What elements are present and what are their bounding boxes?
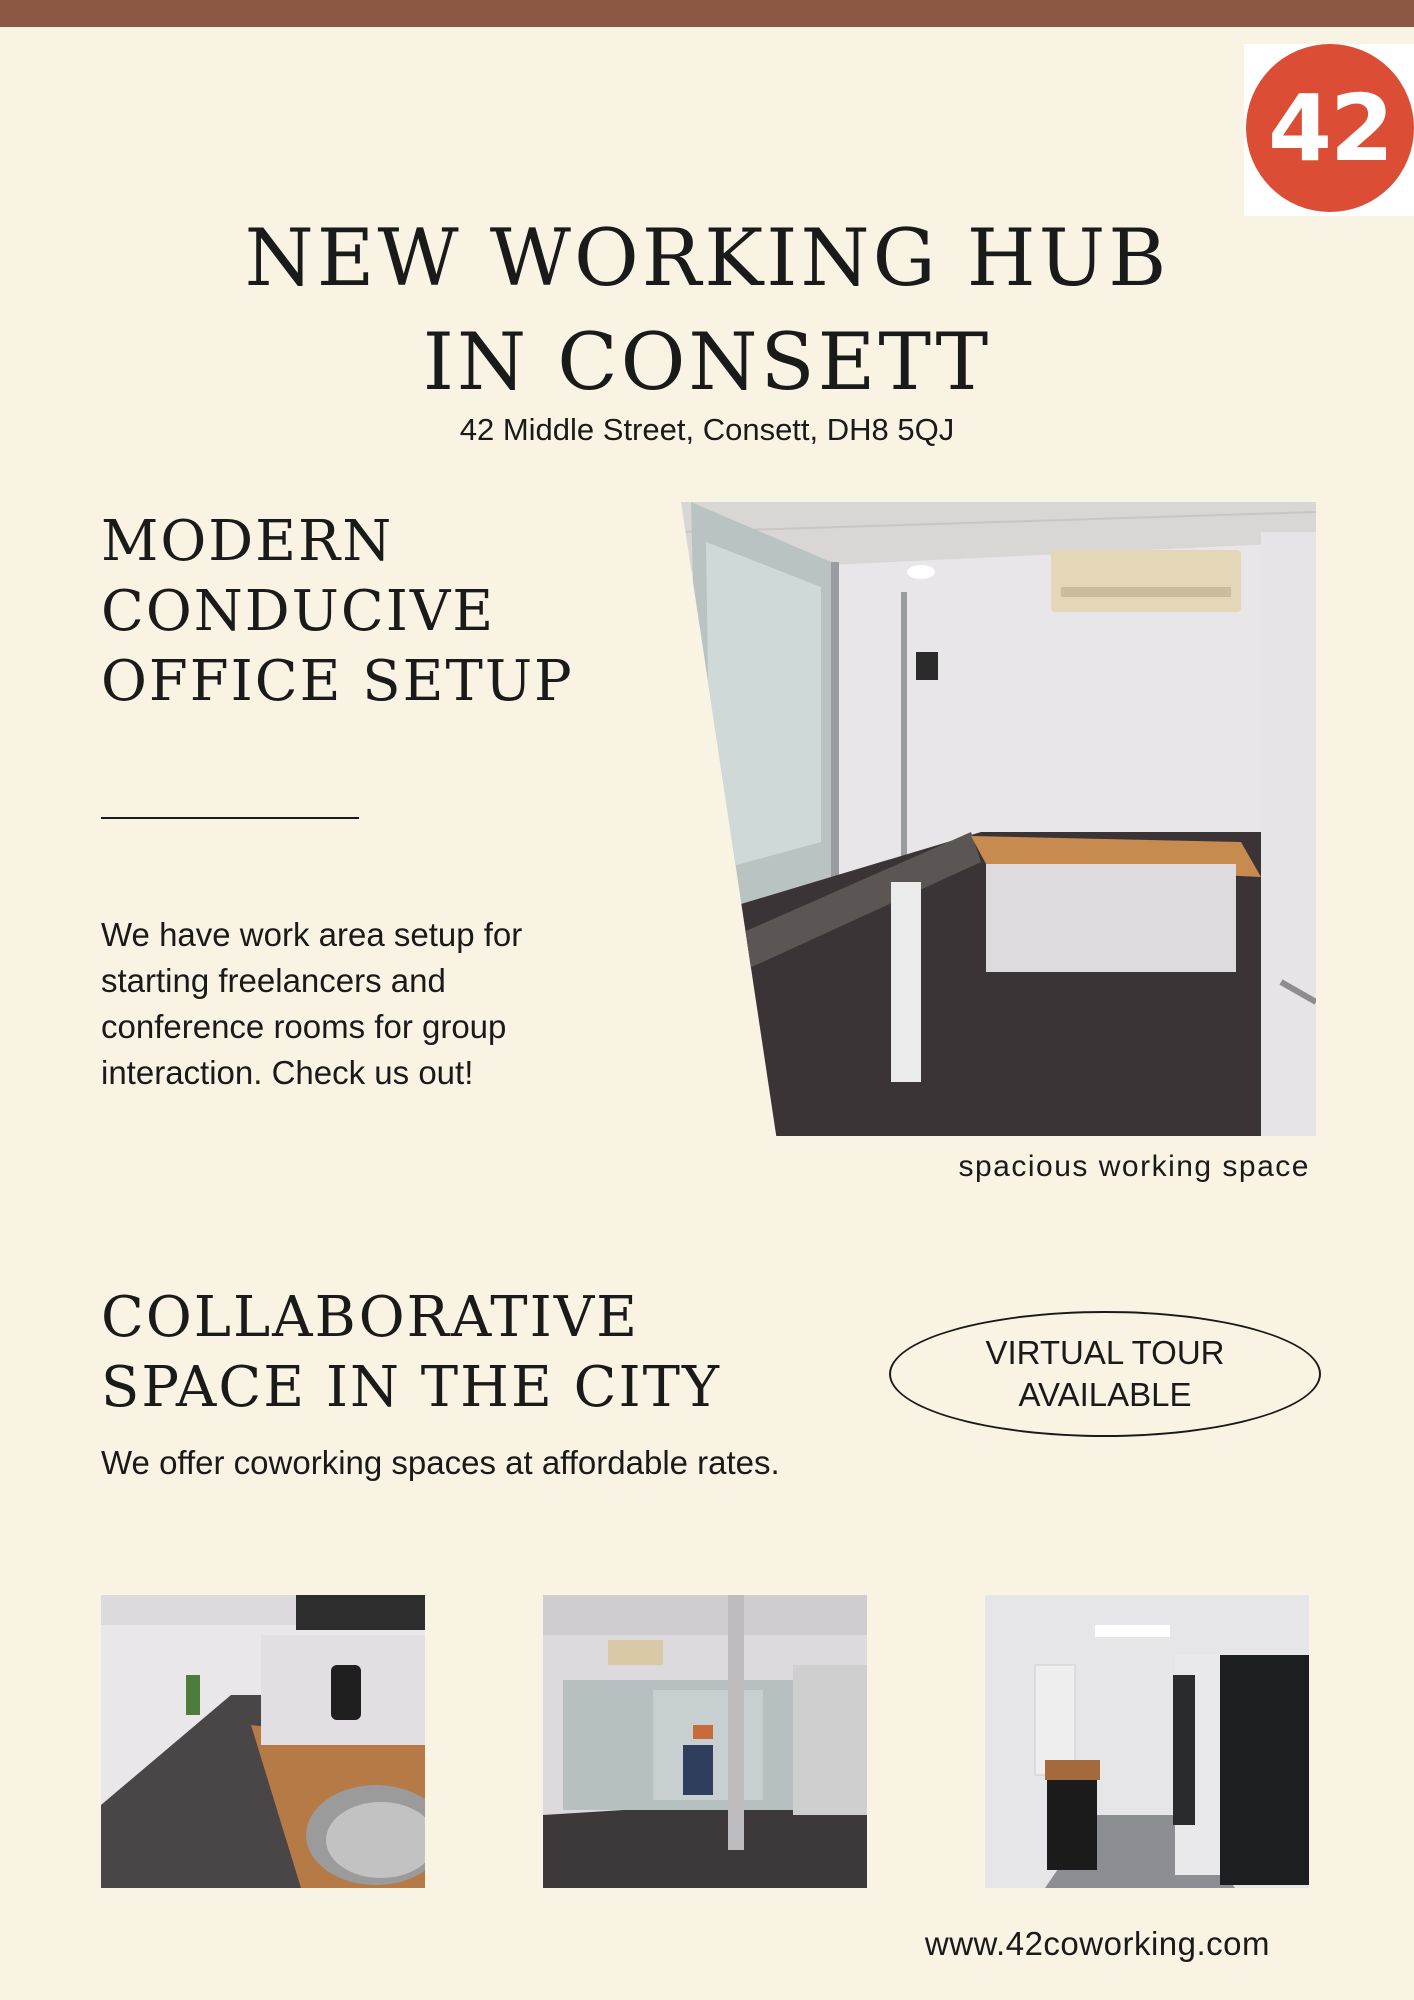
divider-line	[101, 817, 359, 819]
office-desc-line-4: interaction. Check us out!	[101, 1054, 474, 1091]
heading-collab-line-1: COLLABORATIVE	[101, 1285, 640, 1350]
address: 42 Middle Street, Consett, DH8 5QJ	[459, 412, 955, 447]
virtual-tour-badge[interactable]	[889, 1311, 1321, 1437]
office-desc-line-3: conference rooms for group	[101, 1008, 507, 1045]
tour-line-1: VIRTUAL TOUR	[985, 1334, 1225, 1371]
heading-office-line-3: OFFICE SETUP	[101, 649, 574, 714]
meeting-room-photo	[543, 1595, 867, 1888]
section-heading-office	[101, 507, 574, 717]
brand-logo-42	[1246, 44, 1414, 212]
kitchen-photo	[101, 1595, 425, 1888]
photo-caption: spacious working space	[958, 1150, 1310, 1183]
office-desc-line-1: We have work area setup for	[101, 916, 523, 953]
page-title	[120, 206, 1294, 414]
tour-line-2: AVAILABLE	[1018, 1376, 1192, 1413]
logo-text: 42	[1267, 74, 1393, 182]
heading-office-line-2: CONDUCIVE	[101, 579, 496, 644]
title-line-1: NEW WORKING HUB	[244, 212, 1170, 304]
heading-office-line-1: MODERN	[101, 509, 394, 574]
heading-collab-line-2: SPACE IN THE CITY	[101, 1355, 721, 1420]
website-link[interactable]: www.42coworking.com	[924, 1925, 1270, 1962]
corridor-photo	[985, 1595, 1309, 1888]
office-photo	[681, 502, 1316, 1136]
office-desc-line-2: starting freelancers and	[101, 962, 446, 999]
section-heading-collaborative	[101, 1283, 721, 1423]
title-line-2: IN CONSETT	[422, 316, 992, 408]
top-accent-bar	[0, 0, 1414, 27]
coworking-description: We offer coworking spaces at affordable rates.	[101, 1444, 780, 1481]
office-description	[101, 912, 621, 1096]
